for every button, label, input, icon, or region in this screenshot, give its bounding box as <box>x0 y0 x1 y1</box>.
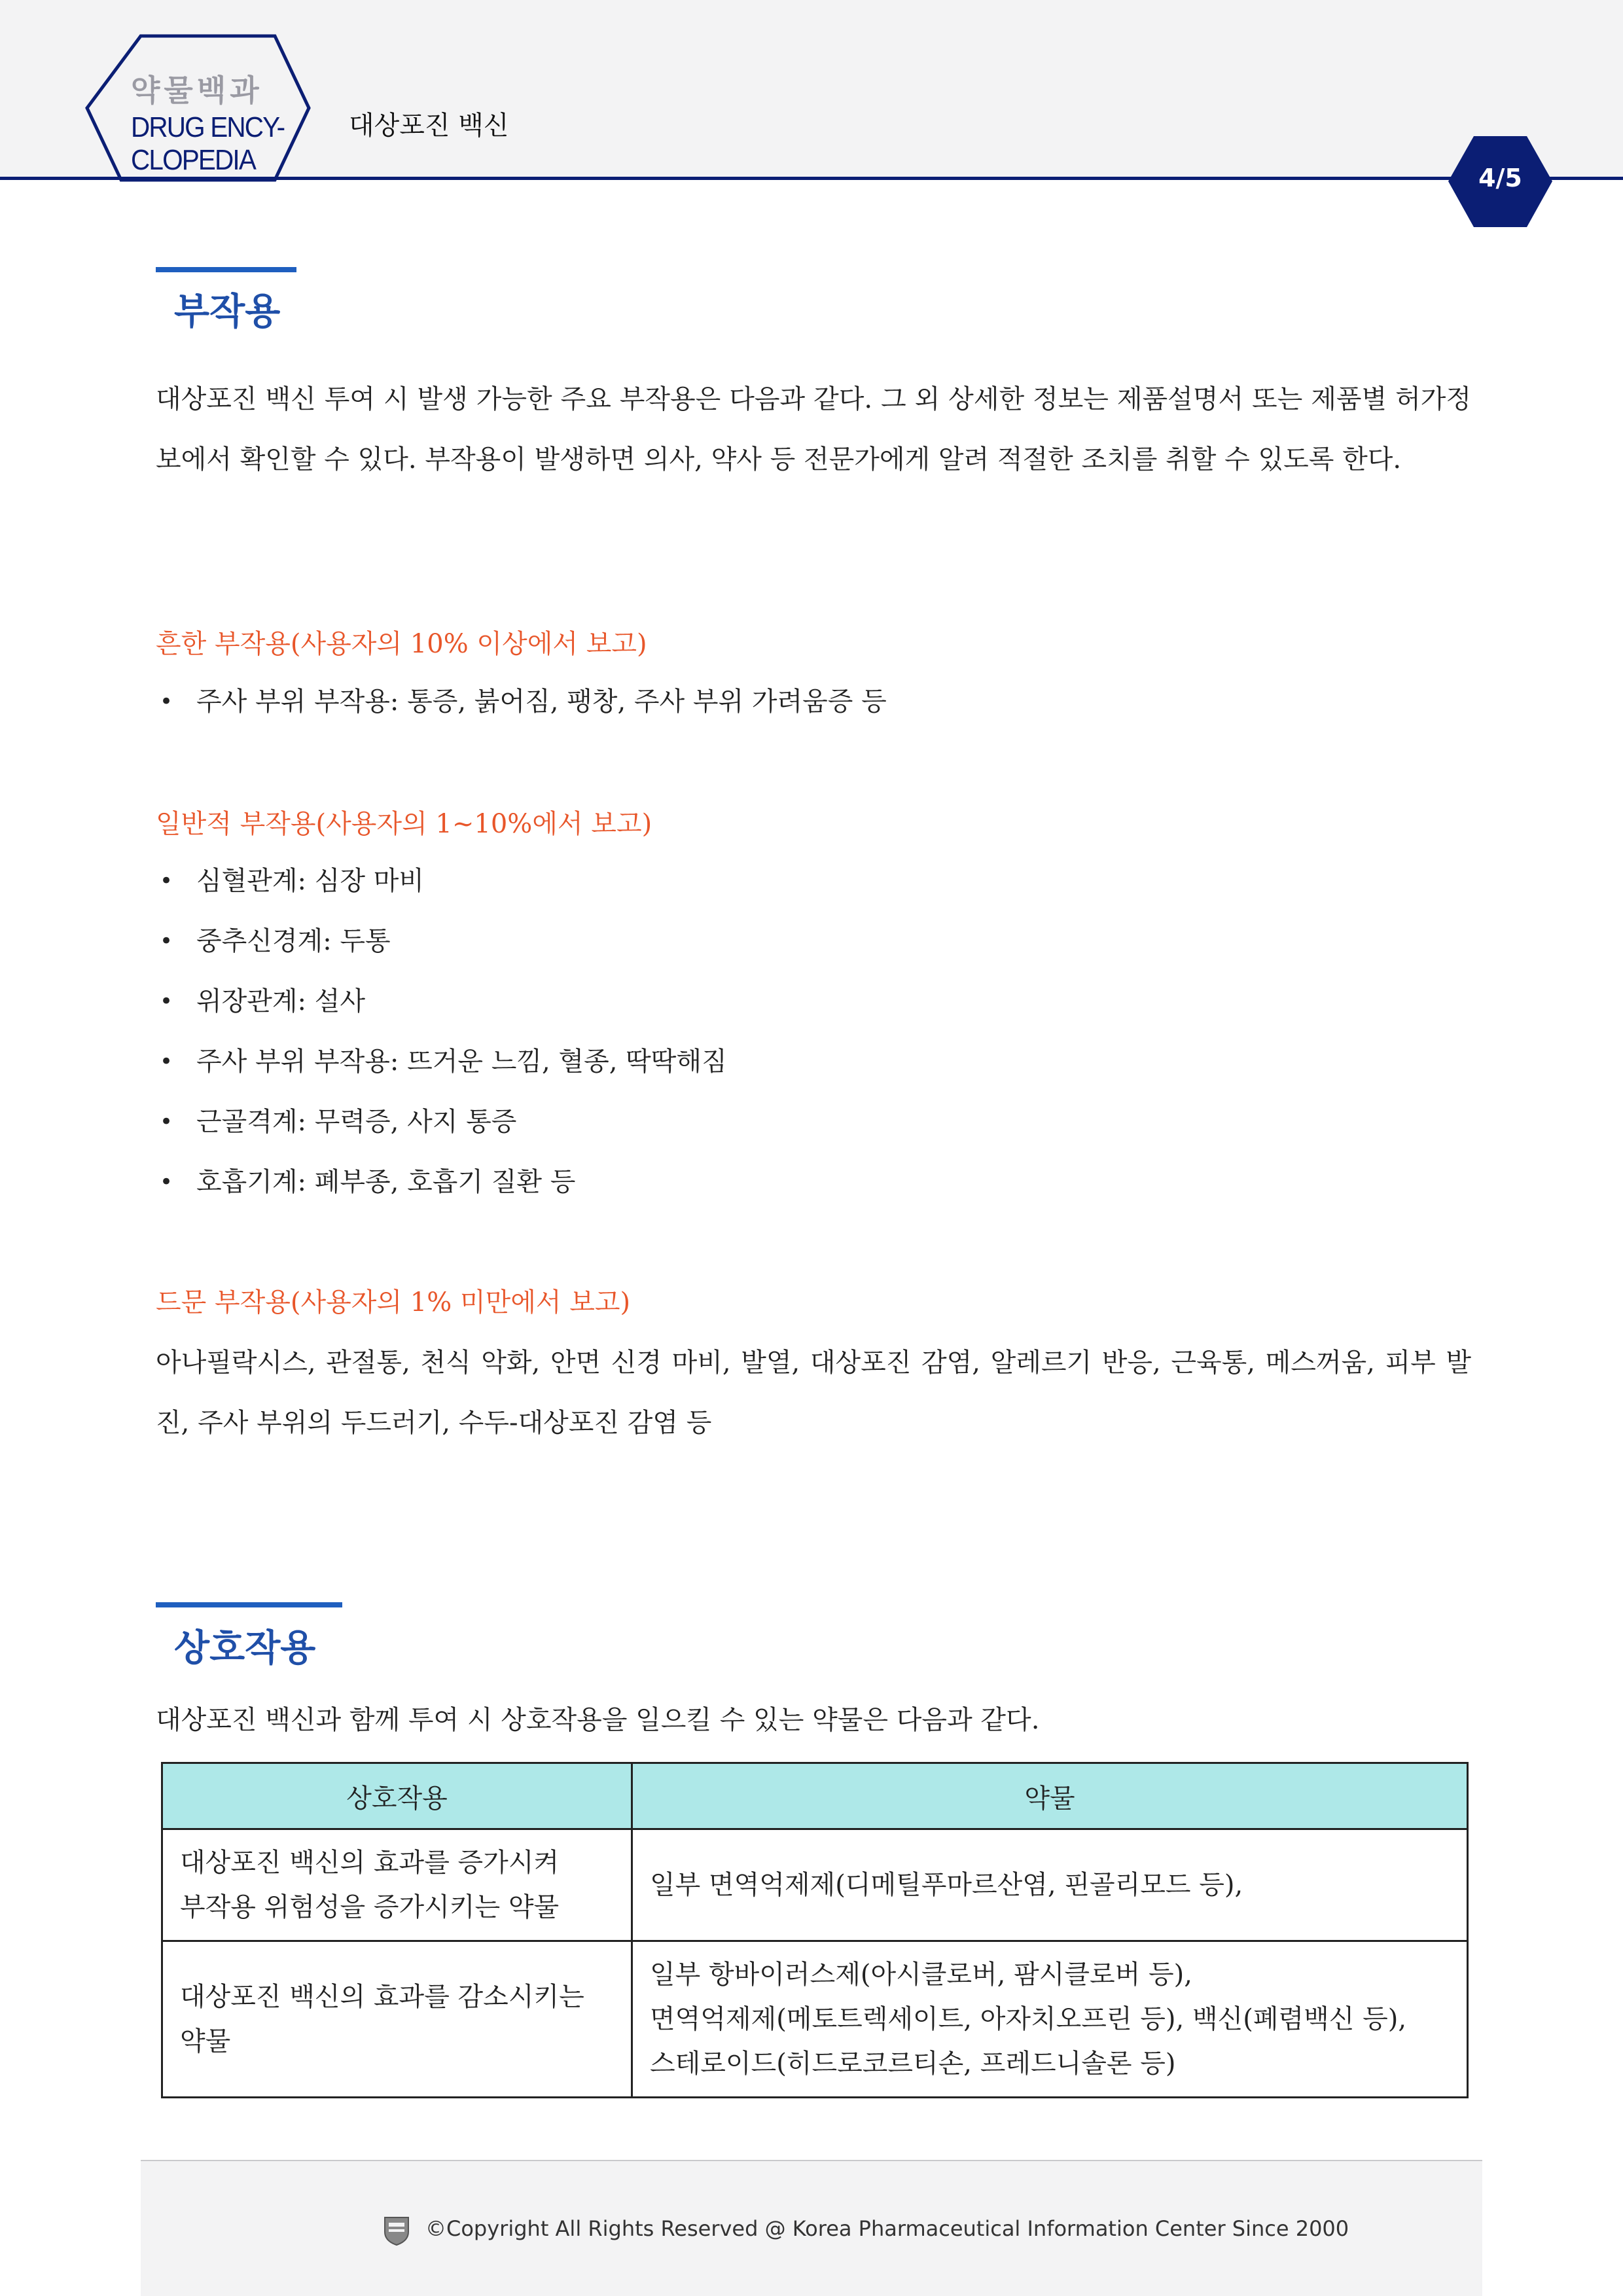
rare-side-effects-title: 드문 부작용(사용자의 1% 미만에서 보고) <box>156 1287 631 1318</box>
bullet-icon: • <box>160 1109 173 1135</box>
section-heading-side-effects: 부작용 <box>174 291 281 333</box>
table-cell-effect <box>162 1829 632 1941</box>
cell-line: 스테로이드(히드로코르티손, 프레드니솔론 등) <box>650 2049 1176 2079</box>
list-item-text: 중추신경계: 두통 <box>196 926 391 956</box>
cell-line: 면역억제제(메토트렉세이트, 아자치오프린 등), 백신(폐렴백신 등), <box>650 2004 1407 2034</box>
table-row <box>162 1829 1468 1941</box>
interactions-table <box>161 1762 1469 2098</box>
list-item-text: 주사 부위 부작용: 통증, 붉어짐, 팽창, 주사 부위 가려움증 등 <box>196 687 887 717</box>
list-item <box>156 672 887 732</box>
table-header-row <box>162 1763 1468 1829</box>
list-item <box>156 1092 727 1152</box>
section-bar-side-effects <box>156 267 296 272</box>
side-effects-intro: 대상포진 백신 투여 시 발생 가능한 주요 부작용은 다음과 같다. 그 외 상세한 정보는 제품설명서 또는 제품별 허가정보에서 확인할 수 있다. 부작용이 발생하면 의사, 약사 등 전문가에게 알려 적절한 조치를 취할 수 있도록 한다. <box>156 384 1471 475</box>
common-side-effects-title: 흔한 부작용(사용자의 10% 이상에서 보고) <box>156 629 647 659</box>
table-cell-drug <box>632 1829 1468 1941</box>
list-item-text: 호흡기계: 폐부종, 호흡기 질환 등 <box>196 1167 576 1197</box>
interactions-intro: 대상포진 백신과 함께 투여 시 상호작용을 일으킬 수 있는 약물은 다음과 같다. <box>156 1705 1040 1735</box>
table-cell-effect <box>162 1941 632 2098</box>
logo-english-line-2: CLOPEDIA <box>131 144 255 176</box>
copyright-text: ©Copyright All Rights Reserved @ Korea Pharmaceutical Information Center Since 2000 <box>425 2216 1349 2241</box>
bullet-icon: • <box>160 928 173 954</box>
common-side-effects-list <box>156 672 887 732</box>
cell-line: 부작용 위험성을 증가시키는 약물 <box>180 1892 560 1922</box>
list-item-text: 심혈관계: 심장 마비 <box>196 866 425 896</box>
logo-english <box>131 111 287 177</box>
list-item-text: 위장관계: 설사 <box>196 986 366 1016</box>
bullet-icon: • <box>160 689 173 715</box>
document-title: 대상포진 백신 <box>349 111 509 141</box>
table-cell-drug <box>632 1941 1468 2098</box>
rare-side-effects-text: 아나필락시스, 관절통, 천식 악화, 안면 신경 마비, 발열, 대상포진 감염, 알레르기 반응, 근육통, 메스꺼움, 피부 발진, 주사 부위의 두드러기, 수두-대상포진 감염 등 <box>156 1348 1471 1438</box>
list-item-text: 주사 부위 부작용: 뜨거운 느낌, 혈종, 딱딱해짐 <box>196 1047 727 1077</box>
list-item <box>156 1152 727 1212</box>
table-row <box>162 1941 1468 2098</box>
section-heading-interactions: 상호작용 <box>174 1627 316 1670</box>
general-side-effects-list <box>156 851 727 1212</box>
cell-line: 대상포진 백신의 효과를 감소시키는 <box>180 1982 584 2012</box>
bullet-icon: • <box>160 1169 173 1195</box>
table-header-drug: 약물 <box>632 1763 1468 1829</box>
bullet-icon: • <box>160 988 173 1014</box>
page-number: 4/5 <box>1478 164 1522 192</box>
cell-line: 약물 <box>180 2026 231 2056</box>
cell-line: 일부 항바이러스제(아시클로버, 팜시클로버 등), <box>650 1960 1192 1990</box>
shield-emblem-icon <box>382 2215 411 2246</box>
list-item <box>156 1031 727 1092</box>
list-item <box>156 851 727 911</box>
list-item <box>156 911 727 971</box>
bullet-icon: • <box>160 1049 173 1075</box>
cell-line: 대상포진 백신의 효과를 증가시켜 <box>180 1848 560 1878</box>
logo-english-line-1: DRUG ENCY- <box>131 111 285 143</box>
bullet-icon: • <box>160 868 173 894</box>
cell-line: 일부 면역억제제(디메틸푸마르산염, 핀골리모드 등), <box>650 1870 1243 1900</box>
table-header-interaction: 상호작용 <box>162 1763 632 1829</box>
list-item-text: 근골격계: 무력증, 사지 통증 <box>196 1107 517 1137</box>
general-side-effects-title: 일반적 부작용(사용자의 1~10%에서 보고) <box>156 809 652 839</box>
section-bar-interactions <box>156 1602 342 1607</box>
logo-korean: 약물백과 <box>131 73 263 108</box>
list-item <box>156 971 727 1031</box>
